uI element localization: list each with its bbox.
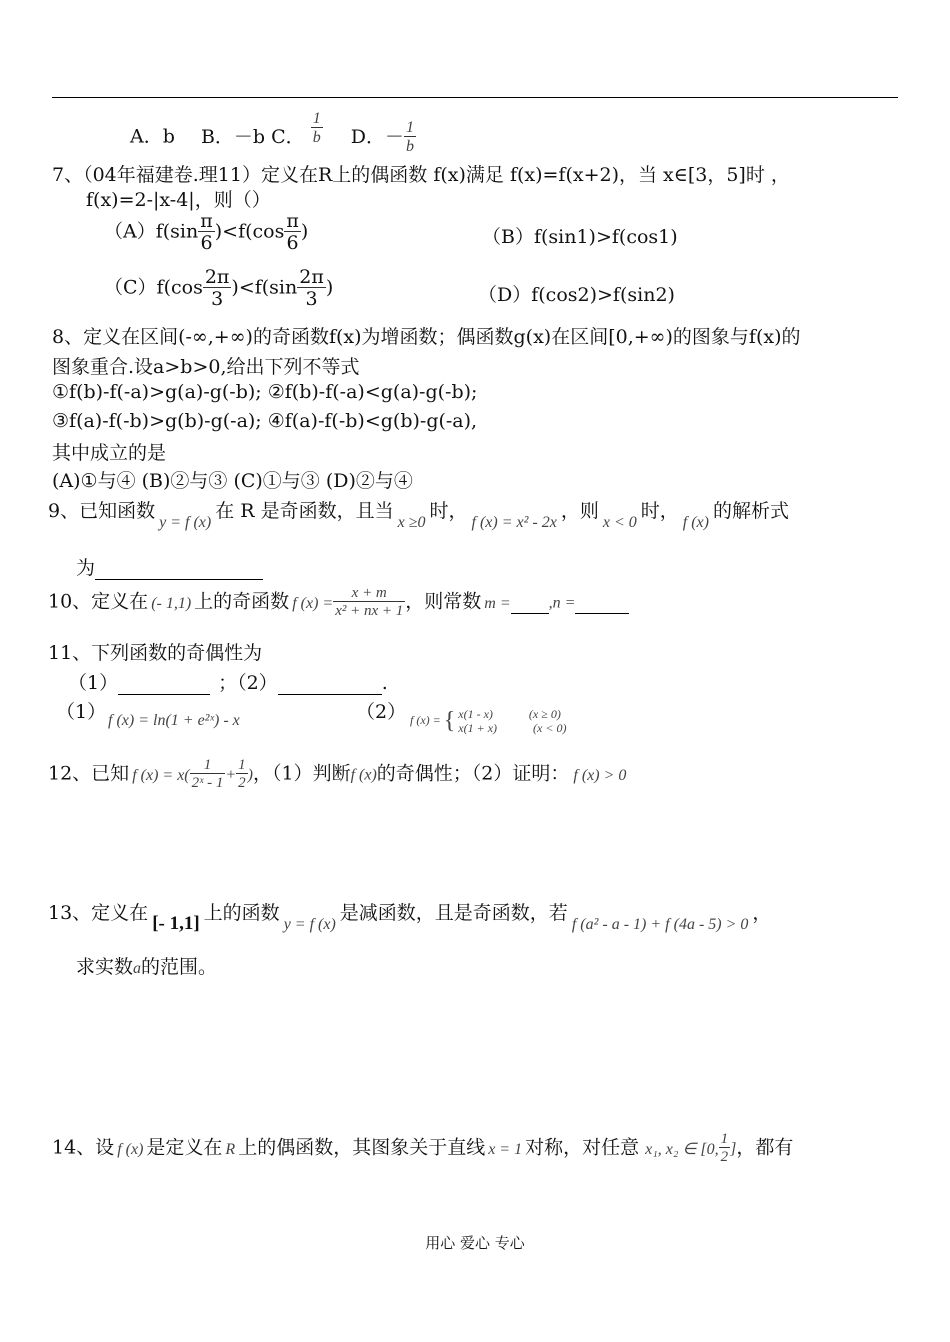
q11-line1: 11、下列函数的奇偶性为	[48, 642, 263, 664]
q7-option-b: （B）f(sin1)>f(cos1)	[482, 226, 678, 248]
q11-answer-2-blank[interactable]	[278, 672, 382, 695]
q11-answer-1-blank[interactable]	[118, 672, 210, 695]
q11-label-1: （1）	[56, 701, 107, 723]
q7-line2: f(x)=2-|x-4|，则（）	[86, 189, 271, 211]
q12: 12、已知 f (x) = x( $\frac{1}{\text{2ˣ - 1}}$ + $\frac{1}{2}$ )，（1）判断f (x)的奇偶性；（2）证明： f (x) > 0	[48, 757, 627, 791]
page-footer: 用心 爱心 专心	[425, 1234, 525, 1252]
two-pi-over-3-fraction: $\frac{2\pi}{3}$	[204, 266, 230, 310]
q6-option-b: B．－b C．	[200, 125, 305, 148]
q11-function-1: f (x) = ln(1 + e²ˣ) - x	[108, 712, 240, 729]
q11-blanks: （1） ；（2） .	[68, 672, 388, 694]
q10-fraction: $\frac{x + m}{\text{x² + nx + 1}}$	[335, 585, 404, 619]
q9-line1: 9、已知函数$_{y = f (x)}$在 R 是奇函数，且当$_{x \ge 0}$时，$_{f (x) = x^2 - 2x}$，则$_{x < 0}$时，$_{f (x)}$的解析式	[48, 500, 789, 531]
q9-line2: 为	[76, 553, 263, 580]
pi-over-6-fraction: $\frac{\pi}{6}$	[200, 210, 213, 254]
q12-fraction-1: $\frac{1}{\text{2ˣ - 1}}$	[191, 757, 224, 791]
q13-line1: 13、定义在 [- 1,1] 上的函数$_{y = f (x)}$是减函数，且是奇函数，若$_{f (a^2 - a - 1) + f (4a - 5) > 0}$，	[48, 902, 772, 934]
q9-answer-blank[interactable]	[95, 557, 263, 580]
q8-line1: 8、定义在区间(-∞,+∞)的奇函数f(x)为增函数；偶函数g(x)在区间[0,+∞)的图象与f(x)的	[52, 326, 801, 348]
q8-inequalities-1-2: ①f(b)-f(-a)>g(a)-g(-b); ②f(b)-f(-a)<g(a)-g(-b);	[52, 381, 478, 403]
q8-options: (A)①与④ (B)②与③ (C)①与③ (D)②与④	[52, 470, 413, 492]
q6-option-c-fraction: $\frac{1}{b}$	[312, 110, 321, 146]
q13-line2: 求实数a的范围。	[76, 956, 218, 978]
q7-option-d: （D）f(cos2)>f(sin2)	[478, 284, 675, 306]
q8-prompt: 其中成立的是	[52, 442, 167, 464]
top-rule	[52, 97, 898, 98]
q7-option-c: （C）f(cos $\frac{2\pi}{3}$ )<f(sin $\frac{2\pi}{3}$ )	[104, 266, 334, 310]
pi-over-6-fraction: $\frac{\pi}{6}$	[286, 210, 299, 254]
q14-fraction: $\frac{1}{2}$	[720, 1131, 729, 1165]
q10-n-blank[interactable]	[575, 591, 629, 614]
q7-option-a: （A）f(sin $\frac{\pi}{6}$ )<f(cos $\frac{\pi}{6}$ )	[104, 210, 309, 254]
q6-option-a: A．b	[130, 125, 175, 148]
q6-options	[130, 110, 416, 155]
q11-function-2: f (x) = { x(1 - x) (x ≥ 0) x(1 + x) (x < 0)	[410, 707, 567, 736]
q8-line2: 图象重合.设a>b>0,给出下列不等式	[52, 356, 360, 378]
q10: 10、定义在 (- 1,1) 上的奇函数 f (x) = $\frac{x + m}{\text{x² + nx + 1}}$ ，则常数 m = ,n =	[48, 586, 629, 619]
q10-m-blank[interactable]	[511, 591, 549, 614]
q8-inequalities-3-4: ③f(a)-f(-b)>g(b)-g(-a); ④f(a)-f(-b)<g(b)-g(-a),	[52, 410, 478, 432]
q6-option-d-fraction: $\frac{1}{b}$	[405, 119, 414, 155]
q6-option-d: D．－	[350, 125, 404, 148]
q14: 14、设 f (x) 是定义在 R 上的偶函数，其图象关于直线 x = 1 对称，对任意 x₁, x₂ ∈ [0, $\frac{1}{2}$ ]，都有	[52, 1131, 794, 1165]
two-pi-over-3-fraction: $\frac{2\pi}{3}$	[299, 266, 324, 310]
q12-fraction-2: $\frac{1}{2}$	[238, 757, 246, 791]
q7-line1: 7、（04年福建卷.理11）定义在R上的偶函数 f(x)满足 f(x)=f(x+2)，当 x∈[3，5]时 ，	[52, 164, 790, 186]
q11-label-2: （2）	[356, 701, 407, 723]
